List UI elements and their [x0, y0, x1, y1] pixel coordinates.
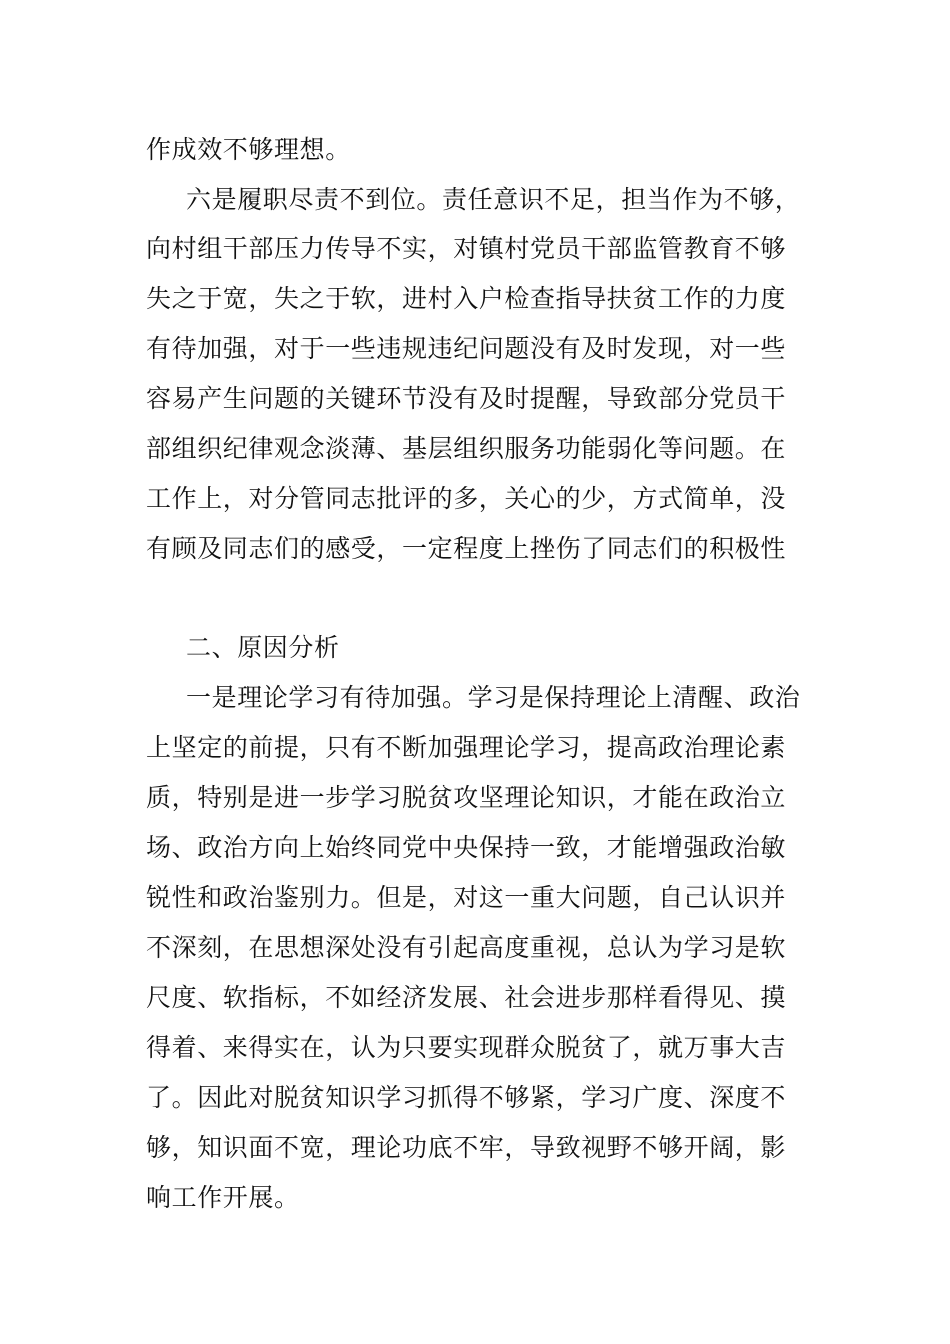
paragraph-line: 得着、来得实在，认为只要实现群众脱贫了，就万事大吉 [146, 1033, 787, 1062]
paragraph-line: 工作上，对分管同志批评的多，关心的少，方式简单，没 [146, 484, 787, 513]
paragraph-line: 有待加强，对于一些违规违纪问题没有及时发现，对一些 [146, 334, 787, 363]
section-heading: 二、原因分析 [186, 633, 340, 662]
paragraph-line: 不深刻，在思想深处没有引起高度重视，总认为学习是软 [146, 933, 787, 962]
paragraph-line: 有顾及同志们的感受，一定程度上挫伤了同志们的积极性 [146, 534, 787, 563]
paragraph-line: 上坚定的前提，只有不断加强理论学习，提高政治理论素 [146, 733, 787, 762]
paragraph-line: 向村组干部压力传导不实，对镇村党员干部监管教育不够 [146, 234, 787, 263]
paragraph-line: 尺度、软指标，不如经济发展、社会进步那样看得见、摸 [146, 983, 787, 1012]
paragraph-line: 锐性和政治鉴别力。但是，对这一重大问题，自己认识并 [146, 883, 787, 912]
paragraph-line: 六是履职尽责不到位。责任意识不足，担当作为不够， [186, 185, 801, 214]
paragraph-line: 了。因此对脱贫知识学习抓得不够紧，学习广度、深度不 [146, 1083, 787, 1112]
paragraph-line: 质，特别是进一步学习脱贫攻坚理论知识，才能在政治立 [146, 783, 787, 812]
paragraph-line: 场、政治方向上始终同党中央保持一致，才能增强政治敏 [146, 833, 787, 862]
paragraph-line: 失之于宽，失之于软，进村入户检查指导扶贫工作的力度 [146, 284, 787, 313]
paragraph-line: 容易产生问题的关键环节没有及时提醒，导致部分党员干 [146, 384, 787, 413]
paragraph-line: 响工作开展。 [146, 1183, 300, 1212]
paragraph-line: 作成效不够理想。 [146, 135, 351, 164]
paragraph-line: 部组织纪律观念淡薄、基层组织服务功能弱化等问题。在 [146, 434, 787, 463]
paragraph-line: 一是理论学习有待加强。学习是保持理论上清醒、政治 [186, 683, 801, 712]
paragraph-line: 够，知识面不宽，理论功底不牢，导致视野不够开阔，影 [146, 1133, 787, 1162]
